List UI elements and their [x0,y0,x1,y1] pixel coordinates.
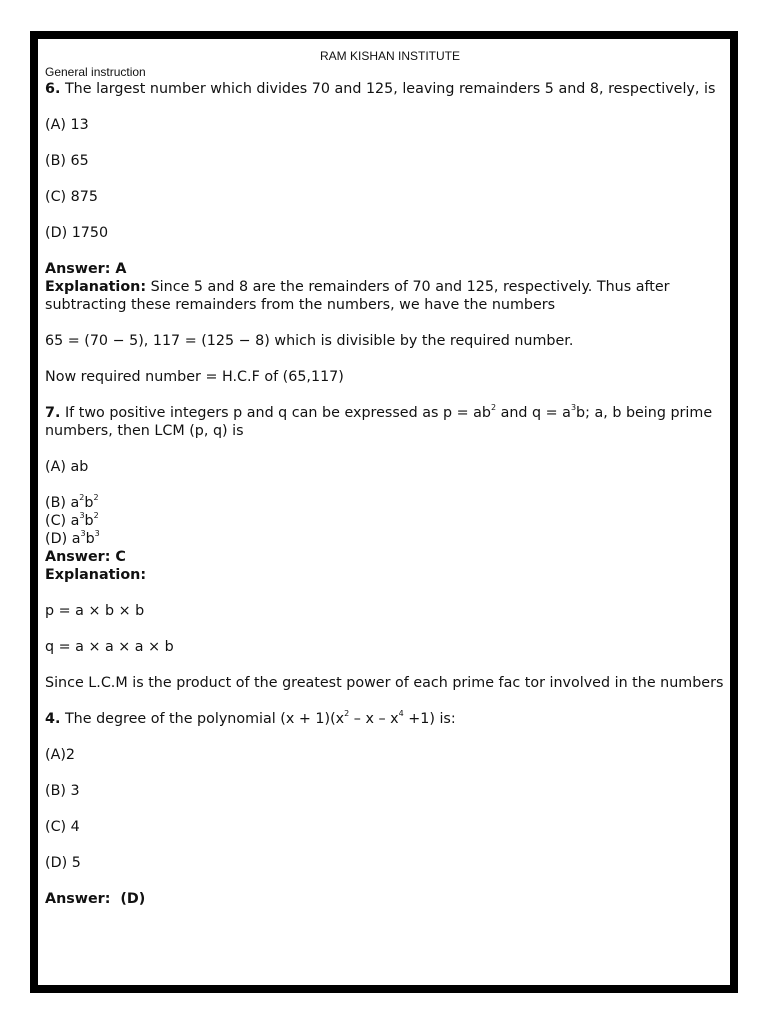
explanation-label: Explanation: [45,567,147,583]
answer-text: Answer: A [45,261,127,277]
question-text: b; a, b being prime numbers, then LCM (p, q) is [45,405,713,439]
option-d: (D) 5 [45,855,81,871]
superscript: 3 [94,529,100,539]
option-text: b [84,495,94,511]
answer-text: Answer: (D) [45,891,146,907]
answer-text: Answer: C [45,549,126,565]
option-d [45,530,727,548]
question-4 [45,710,727,728]
question-text: +1) is: [403,711,456,727]
answer-line [45,890,727,908]
explanation [45,278,727,314]
question-number: 4. [45,711,61,727]
explanation-line: Since L.C.M is the product of the greatest power of each prime fac tor involved in the numbers [45,675,724,691]
option-c: (C) 4 [45,819,80,835]
superscript: 2 [93,493,99,503]
explanation-label: Explanation: [45,279,147,295]
question-number: 6. [45,81,61,97]
question-6 [45,80,727,98]
option-text: (C) a [45,513,80,529]
option-a: (A) 13 [45,117,89,133]
explanation-line: p = a × b × b [45,603,145,619]
explanation-line: Now required number = H.C.F of (65,117) [45,369,344,385]
superscript: 3 [570,403,577,413]
explanation-text: Since 5 and 8 are the remainders of 70 and 125, respectively. Thus after subtracting these remainders from the numbers, we have the numbers [45,279,670,313]
option-b: (B) 3 [45,783,80,799]
question-text: The degree of the polynomial (x + 1)(x [64,711,345,727]
superscript: 2 [93,511,99,521]
option-text: b [85,531,95,547]
option-a: (A) ab [45,459,89,475]
superscript: 3 [79,511,85,521]
question-number: 7. [45,405,61,421]
question-text: and q = a [496,405,571,421]
option-b: (B) 65 [45,153,89,169]
superscript: 3 [80,529,86,539]
superscript: 2 [490,403,497,413]
option-text: (B) a [45,495,80,511]
answer-line [45,260,727,278]
question-7 [45,404,727,440]
explanation-line [45,566,727,584]
question-text: The largest number which divides 70 and 125, leaving remainders 5 and 8, respectively, is [64,81,716,97]
option-d: (D) 1750 [45,225,109,241]
institute-header: RAM KISHAN INSTITUTE [319,49,460,63]
question-text: If two positive integers p and q can be expressed as p = ab [64,405,491,421]
general-instruction: General instruction [45,65,146,79]
option-a: (A)2 [45,747,76,763]
option-c [45,512,727,530]
option-text: b [84,513,94,529]
explanation-line: 65 = (70 − 5), 117 = (125 − 8) which is divisible by the required number. [45,333,574,349]
question-text: – x – x [349,711,399,727]
superscript: 2 [79,493,85,503]
answer-line [45,548,727,566]
option-c: (C) 875 [45,189,98,205]
superscript: 4 [398,709,404,719]
page-frame [30,31,738,993]
option-b [45,494,727,512]
document-content [45,48,727,908]
option-text: (D) a [45,531,81,547]
superscript: 2 [344,709,350,719]
explanation-line: q = a × a × a × b [45,639,174,655]
